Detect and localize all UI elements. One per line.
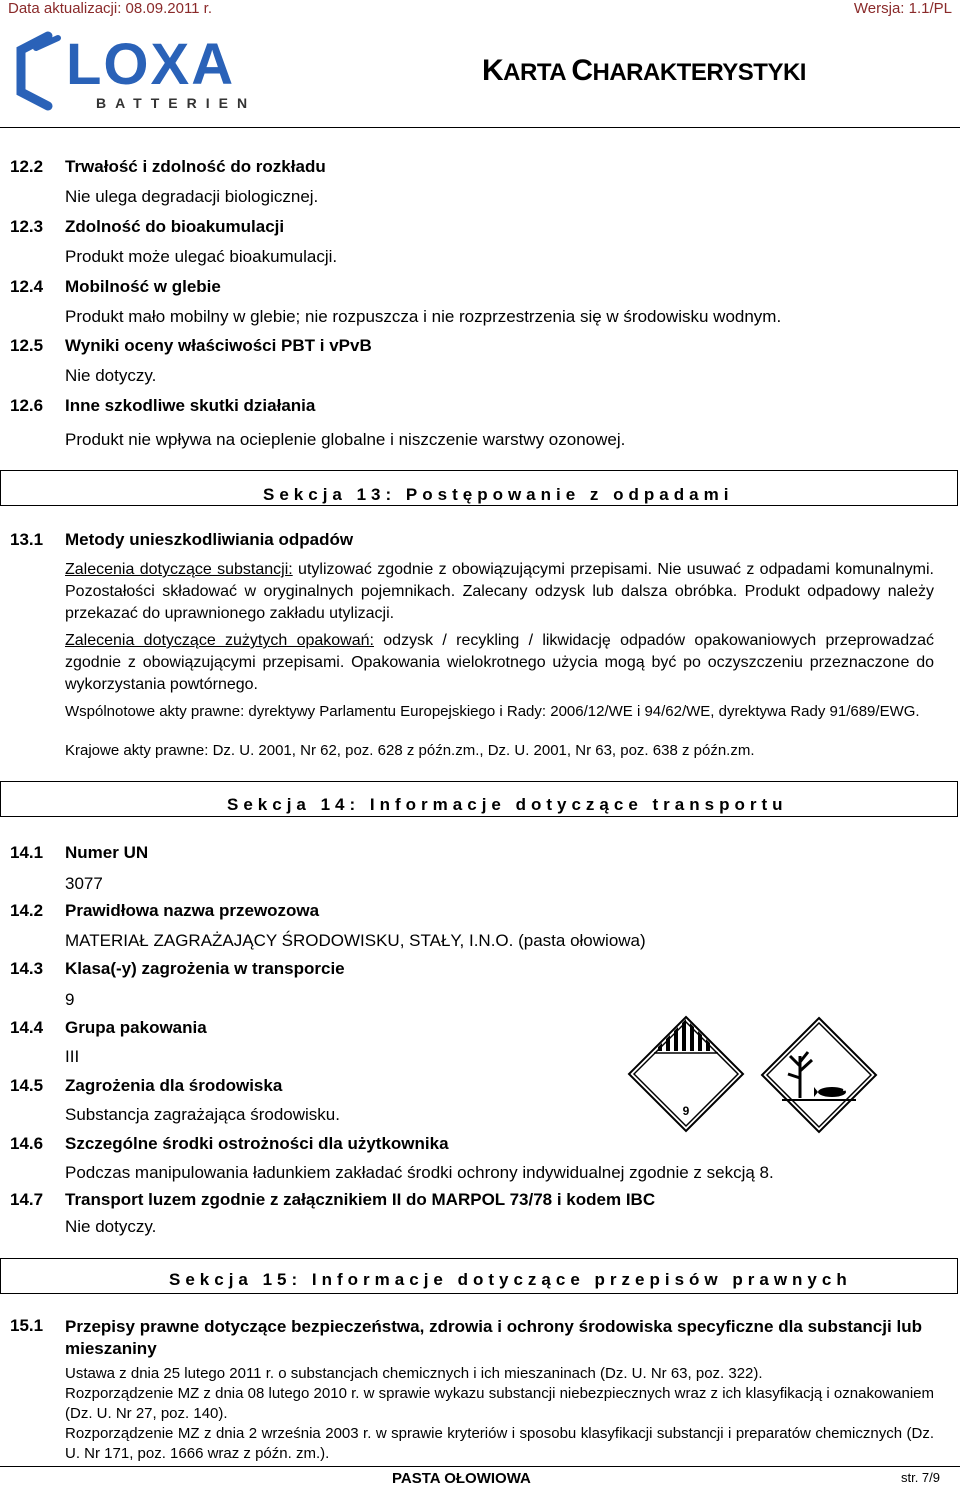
item-number: 14.3 [10,959,44,978]
item-heading: Prawidłowa nazwa przewozowa [65,901,320,920]
svg-text:BATTERIEN: BATTERIEN [96,95,257,111]
version: Wersja: 1.1/PL [853,0,952,17]
law-reference: Rozporządzenie MZ z dnia 08 lutego 2010 r. w sprawie wykazu substancji niebezpiecznych wraz z ich klasyfikacją i oznakowaniem (Dz. U. Nr 27, poz. 140). [65,1385,934,1422]
item-number: 15.1 [10,1316,44,1335]
item-heading: Zagrożenia dla środowiska [65,1076,283,1095]
item-heading: Numer UN [65,843,149,862]
item-heading: Szczególne środki ostrożności dla użytkownika [65,1134,449,1153]
item-heading: Zdolność do bioakumulacji [65,217,285,236]
law-reference: Ustawa z dnia 25 lutego 2011 r. o substancjach chemicznych i ich mieszaninach (Dz. U. Nr 63, poz. 322). [65,1365,763,1382]
item-number: 14.6 [10,1134,44,1153]
item-heading: Metody unieszkodliwiania odpadów [65,530,354,549]
item-heading: Wyniki oceny właściwości PBT i vPvB [65,336,372,355]
page-number: str. 7/9 [900,1470,940,1485]
item-text: Nie dotyczy. [65,1217,157,1236]
svg-text:9: 9 [682,1104,690,1118]
section-15-header [0,1258,958,1294]
item-heading: Mobilność w glebie [65,277,221,296]
item-text: Produkt mało mobilny w glebie; nie rozpuszcza i nie rozprzestrzenia się w środowisku wodnym. [65,307,782,326]
item-text: 9 [65,990,75,1009]
svg-text:LOXA: LOXA [66,32,236,97]
paragraph-national-law: Krajowe akty prawne: Dz. U. 2001, Nr 62, poz. 628 z późn.zm., Dz. U. 2001, Nr 63, poz. 638 z późn.zm. [65,742,755,759]
section-14-header [0,781,958,817]
item-heading: Trwałość i zdolność do rozkładu [65,157,326,176]
item-number: 14.7 [10,1190,44,1209]
item-text: Produkt może ulegać bioakumulacji. [65,247,338,266]
item-number: 12.4 [10,277,44,296]
item-text: Substancja zagrażająca środowisku. [65,1105,340,1124]
item-number: 14.2 [10,901,44,920]
loxa-logo [6,26,296,116]
section-13-title: Sekcja 13: Postępowanie z odpadami [263,485,734,504]
class-9-hazard-icon [627,1015,745,1133]
item-number: 12.5 [10,336,44,355]
item-number: 14.1 [10,843,44,862]
item-number: 14.4 [10,1018,44,1037]
paragraph-substance: Zalecenia dotyczące substancji: utylizować zgodnie z obowiązującymi przepisami. Nie usuwać z odpadami komunalnymi. Pozostałości składować w oryginalnych pojemnikach. Zalecany odzysk lub dalsza obróbka. Produkt odpadowy należy przekazać do uprawnionego zakładu utylizacji. [65,561,934,622]
item-heading: Przepisy prawne dotyczące bezpieczeństwa, zdrowia i ochrony środowiska specyficzne dla substancji lub mieszaniny [65,1317,922,1358]
section-13-header [0,470,958,506]
item-heading: Grupa pakowania [65,1018,207,1037]
item-text: Nie ulega degradacji biologicznej. [65,187,319,206]
update-date: Data aktualizacji: 08.09.2011 r. [8,0,213,17]
item-heading: Transport luzem zgodnie z załącznikiem II do MARPOL 73/78 i kodem IBC [65,1190,656,1209]
item-number: 13.1 [10,530,44,549]
law-reference: Rozporządzenie MZ z dnia 2 września 2003 r. w sprawie kryteriów i sposobu klasyfikacji substancji i preparatów chemicznych (Dz. U. Nr 171, poz. 1666 wraz z późn. zm.). [65,1425,934,1462]
environment-hazard-icon [760,1016,878,1134]
item-heading: Klasa(-y) zagrożenia w transporcie [65,959,345,978]
item-text: Podczas manipulowania ładunkiem zakładać środki ochrony indywidualnej zgodnie z sekcją 8. [65,1163,774,1182]
paragraph-eu-law: Wspólnotowe akty prawne: dyrektywy Parlamentu Europejskiego i Rady: 2006/12/WE i 94/62/WE, dyrektywa Rady 91/689/EWG. [65,703,920,720]
section-15-title: Sekcja 15: Informacje dotyczące przepisów prawnych [169,1270,852,1289]
item-text: 3077 [65,874,103,893]
section-14-title: Sekcja 14: Informacje dotyczące transportu [227,795,788,814]
item-heading: Inne szkodliwe skutki działania [65,396,316,415]
item-text: Produkt nie wpływa na ocieplenie globalne i niszczenie warstwy ozonowej. [65,430,626,449]
item-number: 12.3 [10,217,44,236]
item-number: 14.5 [10,1076,44,1095]
footer-divider [0,1466,960,1467]
paragraph-packaging: Zalecenia dotyczące zużytych opakowań: odzysk / recykling / likwidację odpadów opakowaniowych przeprowadzać zgodnie z obowiązującymi przepisami. Opakowania wielokrotnego użycia mogą być po oczyszczeniu przeznaczone do wykorzystania powtórnego. [65,632,934,693]
item-number: 12.2 [10,157,44,176]
header-divider [0,127,960,128]
document-title: KARTA CHARAKTERYSTYKI [482,54,806,87]
item-text: Nie dotyczy. [65,366,157,385]
product-name: PASTA OŁOWIOWA [392,1470,531,1487]
item-number: 12.6 [10,396,44,415]
item-text: III [65,1047,80,1066]
item-text: MATERIAŁ ZAGRAŻAJĄCY ŚRODOWISKU, STAŁY, I.N.O. (pasta ołowiowa) [65,931,646,950]
